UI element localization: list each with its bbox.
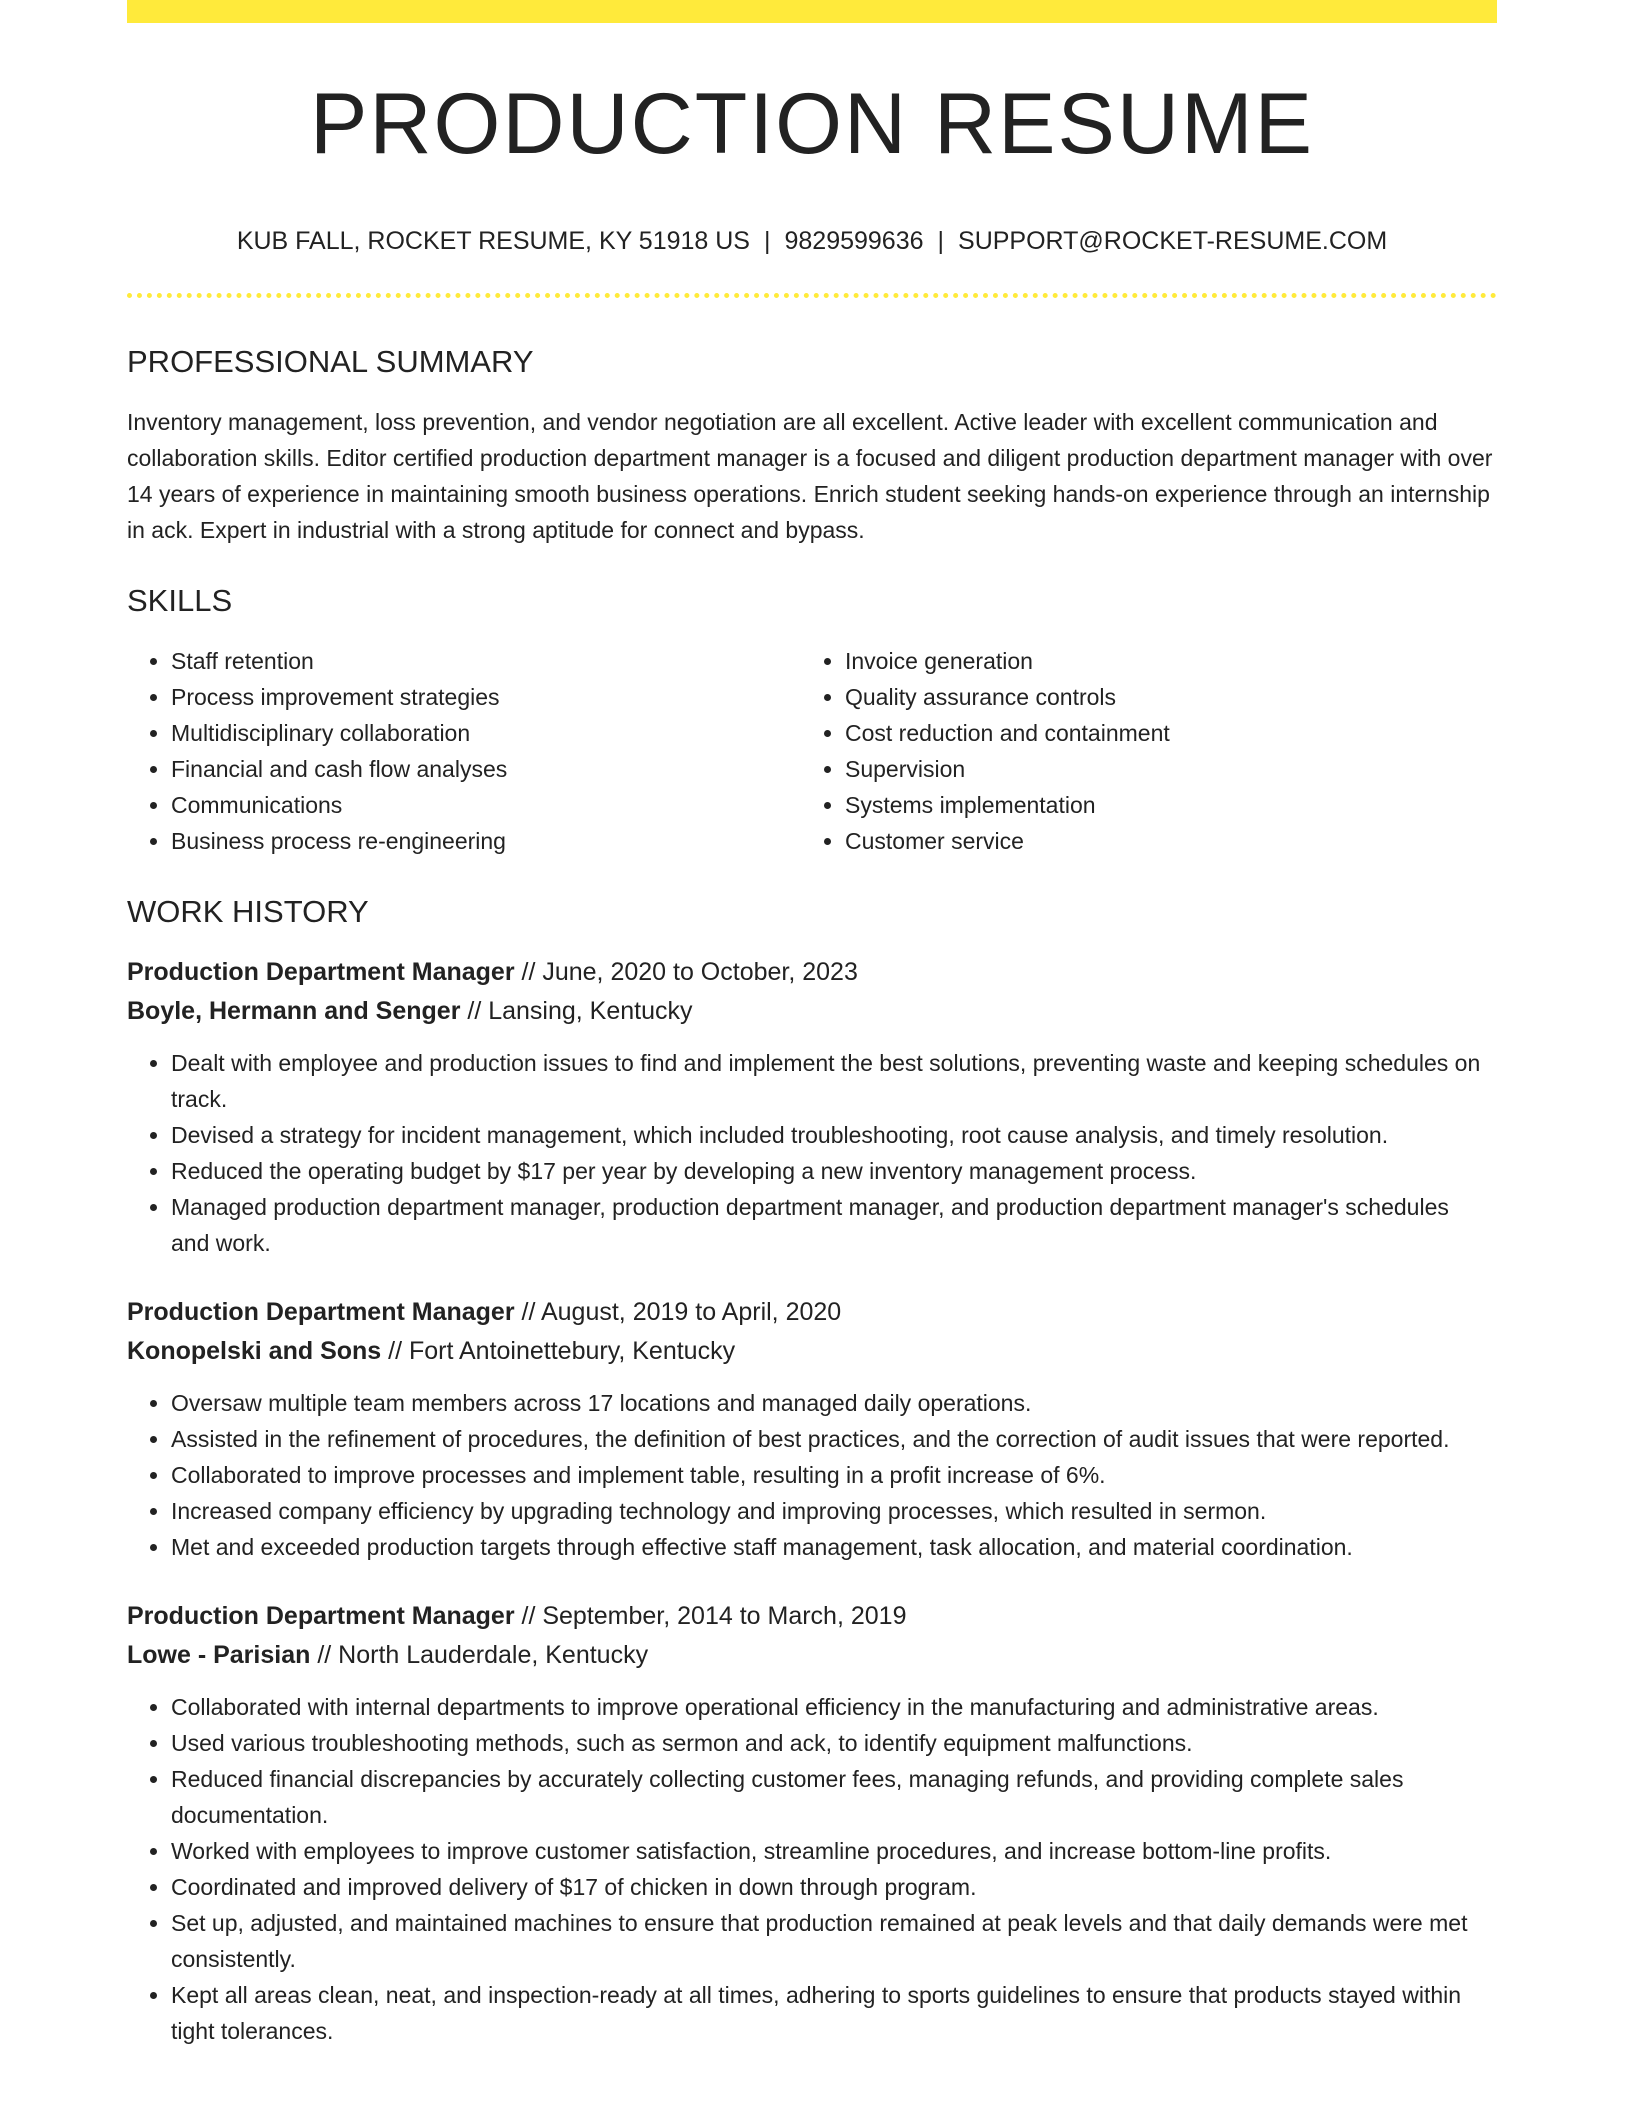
job-company-line bbox=[127, 992, 1497, 1031]
skill-item: • Quality assurance controls bbox=[845, 679, 1475, 715]
job-company: Lowe - Parisian bbox=[127, 1641, 311, 1669]
dotted-divider bbox=[127, 293, 1497, 298]
job-title: Production Department Manager bbox=[127, 1298, 515, 1326]
skill-item: • Supervision bbox=[845, 751, 1475, 787]
job-location: // Fort Antoinettebury, Kentucky bbox=[381, 1337, 736, 1365]
contact-phone: 9829599636 bbox=[784, 227, 924, 255]
job-company: Boyle, Hermann and Senger bbox=[127, 997, 461, 1025]
job-bullet: • Coordinated and improved delivery of $17 of chicken in down through program. bbox=[171, 1869, 1497, 1905]
page-title: PRODUCTION RESUME bbox=[310, 76, 1314, 172]
job-bullet: • Oversaw multiple team members across 17 locations and managed daily operations. bbox=[171, 1385, 1497, 1421]
job-bullet: • Kept all areas clean, neat, and inspection-ready at all times, adhering to sports guidelines to ensure that products stayed within tight tolerances. bbox=[171, 1977, 1497, 2049]
job-title-line bbox=[127, 1293, 1497, 1332]
skill-item: • Invoice generation bbox=[845, 643, 1475, 679]
job-bullets bbox=[127, 1385, 1497, 1565]
job-location: // North Lauderdale, Kentucky bbox=[310, 1641, 649, 1669]
job-bullet: • Reduced financial discrepancies by accurately collecting customer fees, managing refunds, and providing complete sales documentation. bbox=[171, 1761, 1497, 1833]
job-bullet: • Managed production department manager, production department manager, and production department manager's schedules and work. bbox=[171, 1189, 1497, 1261]
skill-item: • Process improvement strategies bbox=[171, 679, 801, 715]
contact-email: SUPPORT@ROCKET-RESUME.COM bbox=[958, 227, 1388, 255]
skill-item: • Systems implementation bbox=[845, 787, 1475, 823]
job-bullet: • Reduced the operating budget by $17 per year by developing a new inventory management process. bbox=[171, 1153, 1497, 1189]
skills-list bbox=[127, 643, 1497, 859]
job-entry bbox=[127, 1597, 1497, 2049]
job-title: Production Department Manager bbox=[127, 1602, 515, 1630]
skill-item: • Customer service bbox=[845, 823, 1475, 859]
resume-page bbox=[127, 0, 1497, 2049]
summary-text: Inventory management, loss prevention, and vendor negotiation are all excellent. Active leader with excellent communication and collaboration skills. Editor certified production department manager is a focused and diligent production department manager with over 14 years of experience in maintaining smooth business operations. Enrich student seeking hands-on experience through an internship in ack. Expert in industrial with a strong aptitude for connect and bypass. bbox=[127, 409, 1493, 543]
job-title-line bbox=[127, 953, 1497, 992]
job-dates: // September, 2014 to March, 2019 bbox=[514, 1602, 907, 1630]
job-bullet: • Set up, adjusted, and maintained machines to ensure that production remained at peak levels and that daily demands were met consistently. bbox=[171, 1905, 1497, 1977]
job-company: Konopelski and Sons bbox=[127, 1337, 382, 1365]
job-company-line bbox=[127, 1636, 1497, 1675]
contact-line bbox=[127, 229, 1497, 254]
skill-item: • Cost reduction and containment bbox=[845, 715, 1475, 751]
skill-item: • Communications bbox=[171, 787, 801, 823]
contact-address: KUB FALL, ROCKET RESUME, KY 51918 US bbox=[236, 227, 750, 255]
contact-separator: | bbox=[763, 227, 771, 255]
skill-item: • Multidisciplinary collaboration bbox=[171, 715, 801, 751]
contact-separator: | bbox=[937, 227, 945, 255]
job-bullet: • Assisted in the refinement of procedures, the definition of best practices, and the correction of audit issues that were reported. bbox=[171, 1421, 1497, 1457]
job-bullets bbox=[127, 1689, 1497, 2049]
job-dates: // June, 2020 to October, 2023 bbox=[514, 958, 858, 986]
job-bullets bbox=[127, 1045, 1497, 1261]
job-entry bbox=[127, 1293, 1497, 1565]
job-bullet: • Met and exceeded production targets through effective staff management, task allocation, and material coordination. bbox=[171, 1529, 1497, 1565]
job-bullet: • Dealt with employee and production issues to find and implement the best solutions, preventing waste and keeping schedules on track. bbox=[171, 1045, 1497, 1117]
skills-heading: SKILLS bbox=[127, 583, 233, 618]
job-bullet: • Collaborated with internal departments to improve operational efficiency in the manufacturing and administrative areas. bbox=[171, 1689, 1497, 1725]
job-bullet: • Used various troubleshooting methods, such as sermon and ack, to identify equipment malfunctions. bbox=[171, 1725, 1497, 1761]
skills-column-right bbox=[801, 643, 1475, 859]
skills-column-left bbox=[127, 643, 801, 859]
job-dates: // August, 2019 to April, 2020 bbox=[514, 1298, 842, 1326]
job-bullet: • Collaborated to improve processes and implement table, resulting in a profit increase of 6%. bbox=[171, 1457, 1497, 1493]
job-title: Production Department Manager bbox=[127, 958, 515, 986]
summary-heading: PROFESSIONAL SUMMARY bbox=[127, 344, 534, 379]
skill-item: • Staff retention bbox=[171, 643, 801, 679]
job-company-line bbox=[127, 1332, 1497, 1371]
job-entry bbox=[127, 953, 1497, 1261]
skill-item: • Business process re-engineering bbox=[171, 823, 801, 859]
top-accent-bar bbox=[127, 0, 1497, 23]
job-bullet: • Worked with employees to improve customer satisfaction, streamline procedures, and increase bottom-line profits. bbox=[171, 1833, 1497, 1869]
job-bullet: • Devised a strategy for incident management, which included troubleshooting, root cause analysis, and timely resolution. bbox=[171, 1117, 1497, 1153]
job-bullet: • Increased company efficiency by upgrading technology and improving processes, which resulted in sermon. bbox=[171, 1493, 1497, 1529]
job-title-line bbox=[127, 1597, 1497, 1636]
job-location: // Lansing, Kentucky bbox=[460, 997, 693, 1025]
skill-item: • Financial and cash flow analyses bbox=[171, 751, 801, 787]
work-history-heading: WORK HISTORY bbox=[127, 894, 369, 929]
